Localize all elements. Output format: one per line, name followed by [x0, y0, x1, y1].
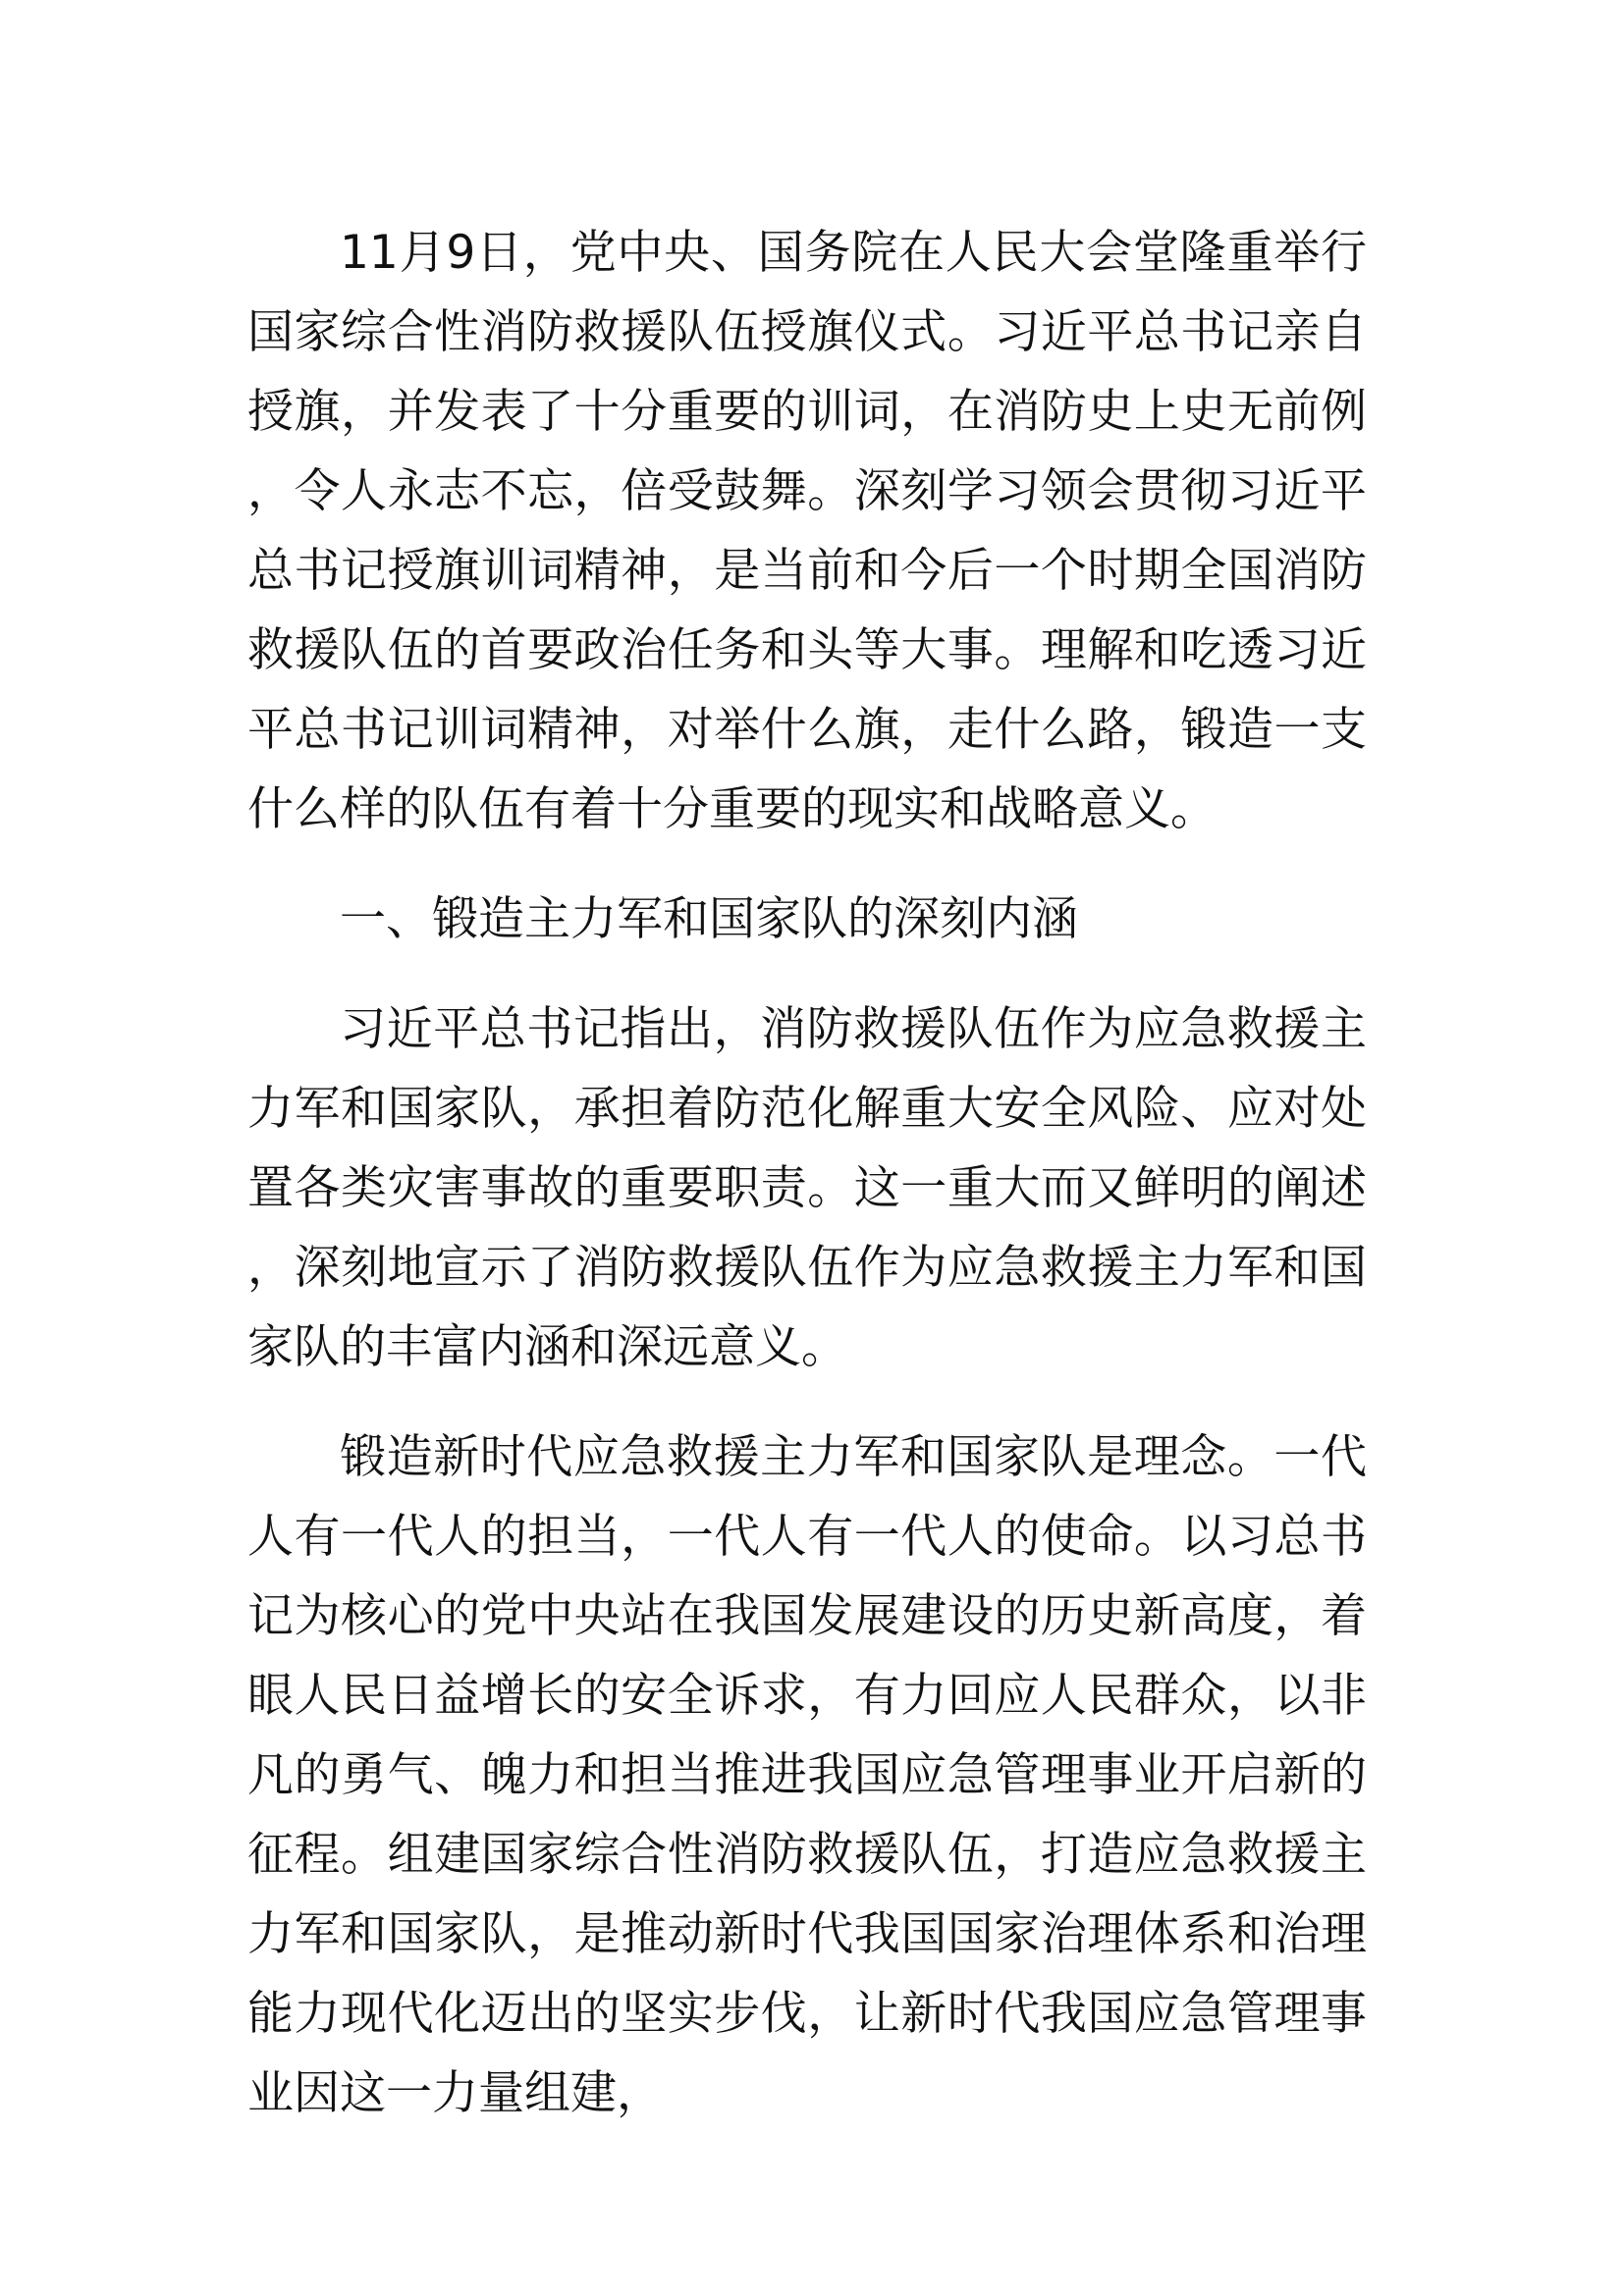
paragraph-3: 锻造新时代应急救援主力军和国家队是理念。一代人有一代人的担当，一代人有一代人的使命。以习总书记为核心的党中央站在我国发展建设的历史新高度，着眼人民日益增长的安全诉求，有力回应人民群众，以非凡的勇气、魄力和担当推进我国应急管理事业开启新的征程。组建国家综合性消防救援队伍，打造应急救援主力军和国家队，是推动新时代我国国家治理体系和治理能力现代化迈出的坚实步伐，让新时代我国应急管理事业因这一力量组建， [247, 1430, 1367, 2120]
section-heading-1: 一、锻造主力军和国家队的深刻内涵 [340, 892, 1078, 946]
document-body [247, 213, 1367, 2163]
paragraph-intro: 11月9日，党中央、国务院在人民大会堂隆重举行国家综合性消防救援队伍授旗仪式。习近平总书记亲自授旗，并发表了十分重要的训词，在消防史上史无前例，令人永志不忘，倍受鼓舞。深刻学习领会贯彻习近平总书记授旗训词精神，是当前和今后一个时期全国消防救援队伍的首要政治任务和头等大事。理解和吃透习近平总书记训词精神，对举什么旗，走什么路，锻造一支什么样的队伍有着十分重要的现实和战略意义。 [247, 226, 1367, 836]
paragraph-2: 习近平总书记指出，消防救援队伍作为应急救援主力军和国家队，承担着防范化解重大安全风险、应对处置各类灾害事故的重要职责。这一重大而又鲜明的阐述，深刻地宣示了消防救援队伍作为应急救援主力军和国家队的丰富内涵和深远意义。 [247, 1002, 1367, 1374]
